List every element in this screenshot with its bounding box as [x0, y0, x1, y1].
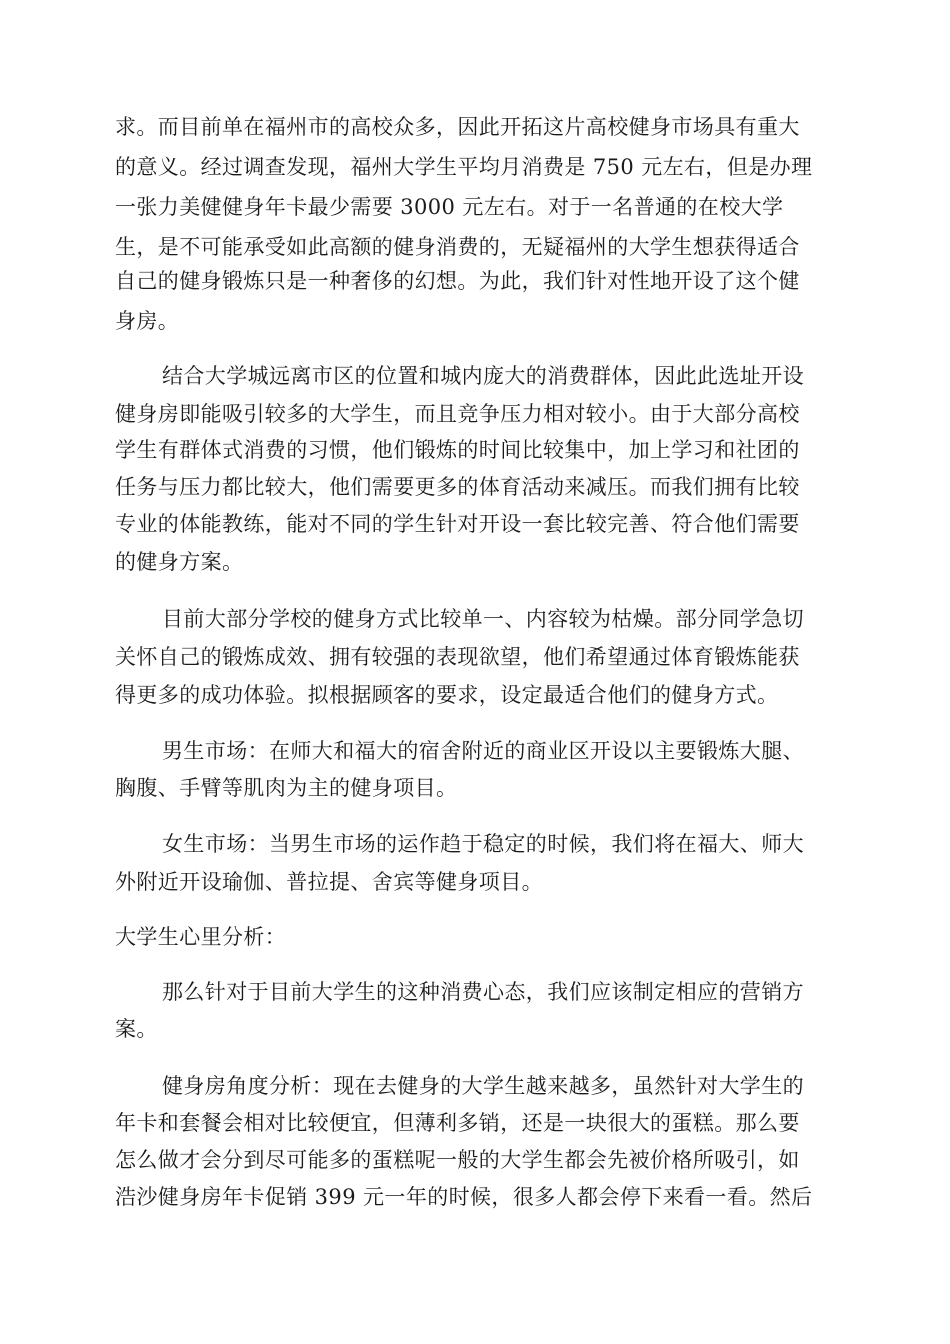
paragraph-line: 那么针对于目前大学生的这种消费心态，我们应该制定相应的营销方	[162, 980, 804, 1004]
paragraph-line: 的健身方案。	[115, 550, 244, 574]
paragraph-line: 结合大学城远离市区的位置和城内庞大的消费群体，因此此选址开设	[162, 364, 804, 388]
paragraph-line: 怎么做才会分到尽可能多的蛋糕呢一般的大学生都会先被价格所吸引，如	[115, 1148, 800, 1172]
paragraph-line: 目前大部分学校的健身方式比较单一、内容较为枯燥。部分同学急切	[162, 607, 804, 631]
paragraph-line: 年卡和套餐会相对比较便宜，但薄利多销，还是一块很大的蛋糕。那么要	[115, 1111, 800, 1135]
paragraph-line: 求。而目前单在福州市的高校众多，因此开拓这片高校健身市场具有重大	[115, 115, 800, 139]
paragraph-line: 生，是不可能承受如此高额的健身消费的，无疑福州的大学生想获得适合	[115, 235, 800, 259]
paragraph-line: 男生市场：在师大和福大的宿舍附近的商业区开设以主要锻炼大腿、	[162, 739, 804, 763]
paragraph-line: 一张力美健健身年卡最少需要 3000 元左右。对于一名普通的在校大学	[115, 195, 784, 219]
paragraph-line: 健身房即能吸引较多的大学生，而且竞争压力相对较小。由于大部分高校	[115, 402, 800, 426]
paragraph-line: 关怀自己的锻炼成效、拥有较强的表现欲望，他们希望通过体育锻炼能获	[115, 645, 800, 669]
paragraph-line: 女生市场：当男生市场的运作趋于稳定的时候，我们将在福大、师大	[162, 832, 804, 856]
paragraph-line: 自己的健身锻炼只是一种奢侈的幻想。为此，我们针对性地开设了这个健	[115, 269, 800, 293]
paragraph-line: 得更多的成功体验。拟根据顾客的要求，设定最适合他们的健身方式。	[115, 683, 779, 707]
paragraph-line: 学生有群体式消费的习惯，他们锻炼的时间比较集中，加上学习和社团的	[115, 438, 800, 462]
paragraph-line: 浩沙健身房年卡促销 399 元一年的时候，很多人都会停下来看一看。然后	[115, 1185, 813, 1209]
paragraph-line: 胸腹、手臂等肌肉为主的健身项目。	[115, 776, 458, 800]
paragraph-line: 案。	[115, 1017, 158, 1041]
paragraph-line: 外附近开设瑜伽、普拉提、舍宾等健身项目。	[115, 870, 543, 894]
section-heading: 大学生心里分析：	[115, 925, 287, 949]
paragraph-line: 健身房角度分析：现在去健身的大学生越来越多，虽然针对大学生的	[162, 1074, 804, 1098]
paragraph-line: 身房。	[115, 309, 180, 333]
paragraph-line: 专业的体能教练，能对不同的学生针对开设一套比较完善、符合他们需要	[115, 512, 800, 536]
paragraph-line: 任务与压力都比较大，他们需要更多的体育活动来减压。而我们拥有比较	[115, 475, 800, 499]
paragraph-line: 的意义。经过调查发现，福州大学生平均月消费是 750 元左右，但是办理	[115, 155, 813, 179]
